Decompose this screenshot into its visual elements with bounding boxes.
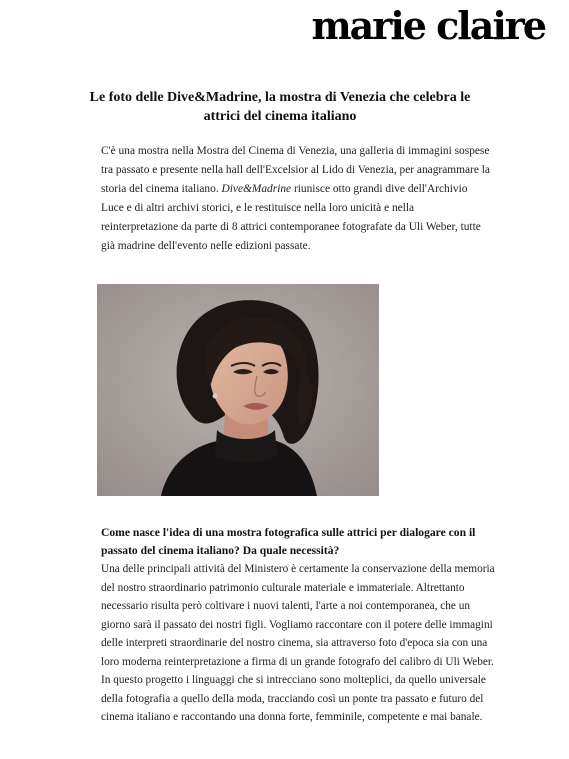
intro-text-part2: riunisce otto grandi dive dell'Archivio Luce e di altri archivi storici, e le restituisce nella loro unicità e nella reinterpretazione da parte di 8 attrici contemporanee fotografate da Uli Weber, tutte già madrine dell'evento nelle edizioni passate. [101, 183, 481, 252]
intro-text-part1: C'è una mostra nella Mostra del Cinema di Venezia, una galleria di immagini sospese tra passato e presente nella hall dell'Excelsior al Lido di Venezia, per anagrammare la storia del cinema italiano. [101, 145, 490, 195]
marie-claire-logo[interactable]: marie claire [311, 3, 545, 48]
interview-answer: Una delle principali attività del Ministero è certamente la conservazione della memoria del nostro straordinario patrimonio culturale materiale e immateriale. Altrettanto necessario risulta però coltivare i nuovi talenti, l'arte a noi contemporanea, che un giorno sarà il passato dei nostri figli. Vogliamo raccontare con il potere delle immagini delle interpreti straordinarie del nostro cinema, sia attraverso foto d'epoca sia con una loro moderna reinterpretazione a firma di un grande fotografo del calibro di Uli Weber. In questo progetto i linguaggi che si intrecciano sono molteplici, da quello universale della fotografia a quello della moda, tracciando così un ponte tra passato e futuro del cinema italiano e raccontando una donna forte, femminile, competente e mai banale. [101, 563, 495, 723]
article-title: Le foto delle Dive&Madrine, la mostra di Venezia che celebra le attrici del cinema italiano [89, 90, 471, 124]
article-intro [101, 142, 493, 256]
intro-exhibition-name: Dive&Madrine [221, 183, 292, 195]
interview-question: Come nasce l'idea di una mostra fotografica sulle attrici per dialogare con il passato del cinema italiano? Da quale necessità? [101, 526, 476, 557]
actress-portrait-photo [97, 284, 379, 496]
